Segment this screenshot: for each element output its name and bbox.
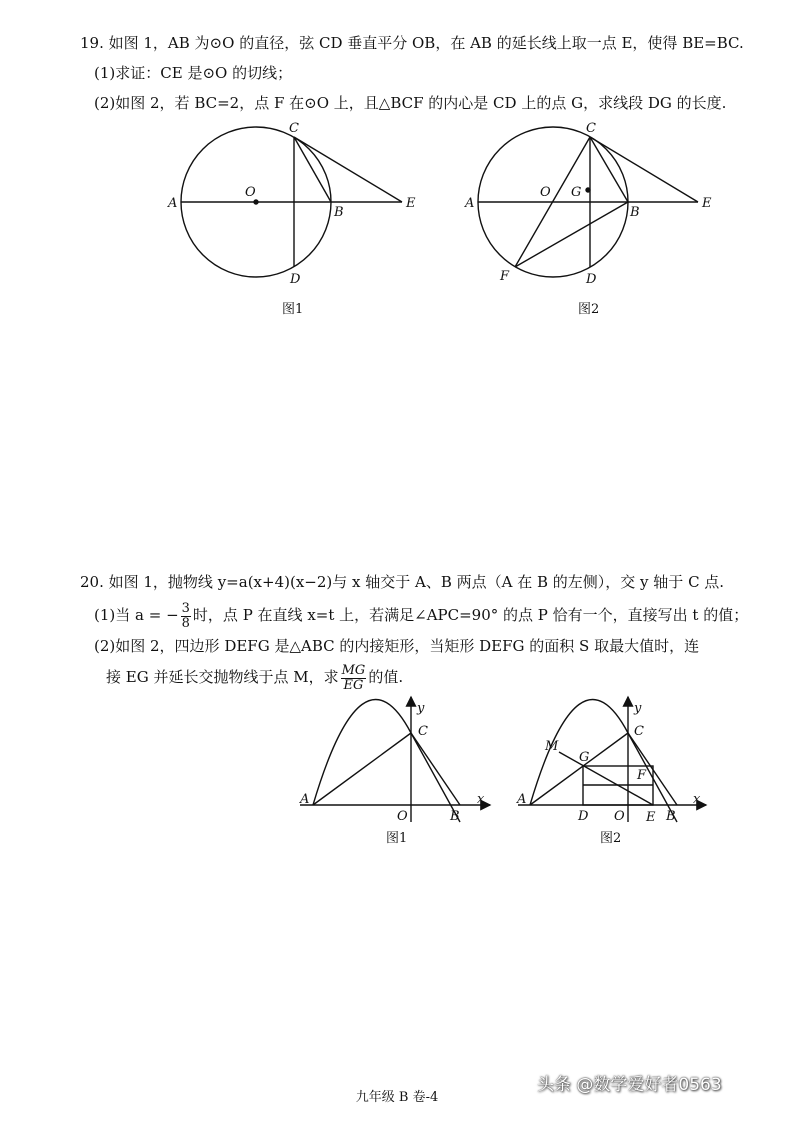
q20-f2-label-f: F	[637, 768, 647, 783]
q19-stem: 19. 如图 1，AB 为⊙O 的直径，弦 CD 垂直平分 OB，在 AB 的延长线上取一点 E，使得 BE=BC.	[80, 34, 744, 52]
q20-f2-label-d: D	[578, 809, 589, 824]
q19-f1-label-c: C	[289, 121, 299, 136]
q19-f2-segment-fb	[515, 202, 628, 267]
q20-part2-line1: (2)如图 2，四边形 DEFG 是△ABC 的内接矩形，当矩形 DEFG 的面积 S 取最大值时，连	[94, 637, 700, 655]
q19-f1-segment-cb	[294, 137, 331, 202]
watermark: 头条 @数学爱好者0563	[537, 1075, 722, 1095]
q20-part1-prefix: (1)当 a = −	[94, 606, 179, 624]
q19-f1-center-dot	[254, 200, 258, 204]
q20-part2-prefix: 接 EG 并延长交抛物线于点 M，求	[106, 668, 339, 686]
q20-figure-2-labels	[516, 701, 701, 846]
q19-figure-1-labels	[167, 121, 416, 317]
q20-part1-frac-num: 3	[181, 600, 190, 616]
q20-f2-caption: 图2	[600, 831, 622, 846]
q19-f2-segment-cb	[590, 137, 628, 202]
q20-f2-label-m: M	[545, 739, 559, 754]
q20-f1-label-c: C	[418, 724, 428, 739]
q19-f1-label-d: D	[290, 272, 301, 287]
q19-f2-label-c: C	[586, 121, 596, 136]
q20-f1-label-a: A	[300, 792, 310, 807]
page-footer: 九年级 B 卷-4	[355, 1090, 439, 1105]
q19-f2-label-d: D	[586, 272, 597, 287]
q20-f2-label-x: x	[693, 792, 701, 807]
q20-part2-frac-num: MG	[341, 662, 366, 678]
q20-f1-label-y: y	[417, 701, 425, 716]
q19-figure-2	[478, 127, 698, 277]
q20-figure-1	[300, 697, 490, 822]
q19-f2-label-o: O	[540, 185, 551, 200]
q20-part2-frac-den: EG	[343, 677, 364, 693]
q20-f1-caption: 图1	[386, 831, 408, 846]
q19-figure-2-labels	[464, 121, 712, 317]
q19-f2-segment-ce	[590, 137, 698, 202]
q20-f2-label-e: E	[646, 810, 656, 825]
q19-f2-incenter-dot	[586, 188, 590, 192]
q19-f1-label-e: E	[406, 196, 416, 211]
q19-part2: (2)如图 2，若 BC=2，点 F 在⊙O 上，且△BCF 的内心是 CD 上的点 G，求线段 DG 的长度.	[94, 94, 727, 112]
q20-f2-label-o: O	[614, 809, 625, 824]
q19-f2-label-g: G	[571, 185, 582, 200]
q20-f2-label-y: y	[634, 701, 642, 716]
q20-f1-parabola	[313, 699, 460, 822]
q20-part2-suffix: 的值.	[368, 668, 404, 686]
q20-f2-label-c: C	[634, 724, 644, 739]
q20-figure-2	[518, 697, 706, 822]
q20-part1-frac-den: 8	[181, 615, 190, 631]
q20-f1-label-b: B	[450, 809, 460, 824]
q20-f1-segment-cb	[411, 733, 460, 805]
q19-f1-caption: 图1	[282, 302, 304, 317]
q19-f2-label-f: F	[500, 269, 510, 284]
q20-f1-label-o: O	[397, 809, 408, 824]
q19-f2-label-b: B	[630, 205, 640, 220]
q19-part1: (1)求证：CE 是⊙O 的切线；	[94, 64, 293, 82]
q20-f1-segment-ac	[313, 733, 411, 805]
q20-f2-label-a: A	[517, 792, 527, 807]
q20-f1-label-x: x	[477, 792, 485, 807]
q20-part1-suffix: 时，点 P 在直线 x=t 上，若满足∠APC=90° 的点 P 恰有一个，直接写出 t 的值；	[192, 606, 749, 624]
q20-f2-label-b: B	[666, 809, 676, 824]
q19-f1-segment-ce	[294, 137, 402, 202]
q19-f2-label-a: A	[465, 196, 475, 211]
q20-f2-label-g: G	[579, 750, 590, 765]
q19-f1-label-b: B	[334, 205, 344, 220]
q19-f1-label-o: O	[245, 185, 256, 200]
q19-f2-label-e: E	[702, 196, 712, 211]
q20-figure-1-labels	[299, 701, 485, 846]
q20-f2-parabola	[530, 699, 677, 822]
q19-f1-label-a: A	[168, 196, 178, 211]
q20-stem: 20. 如图 1，抛物线 y=a(x+4)(x−2)与 x 轴交于 A、B 两点（A 在 B 的左侧），交 y 轴于 C 点.	[80, 573, 725, 591]
q19-figure-1	[181, 127, 402, 277]
q19-f2-caption: 图2	[578, 302, 600, 317]
